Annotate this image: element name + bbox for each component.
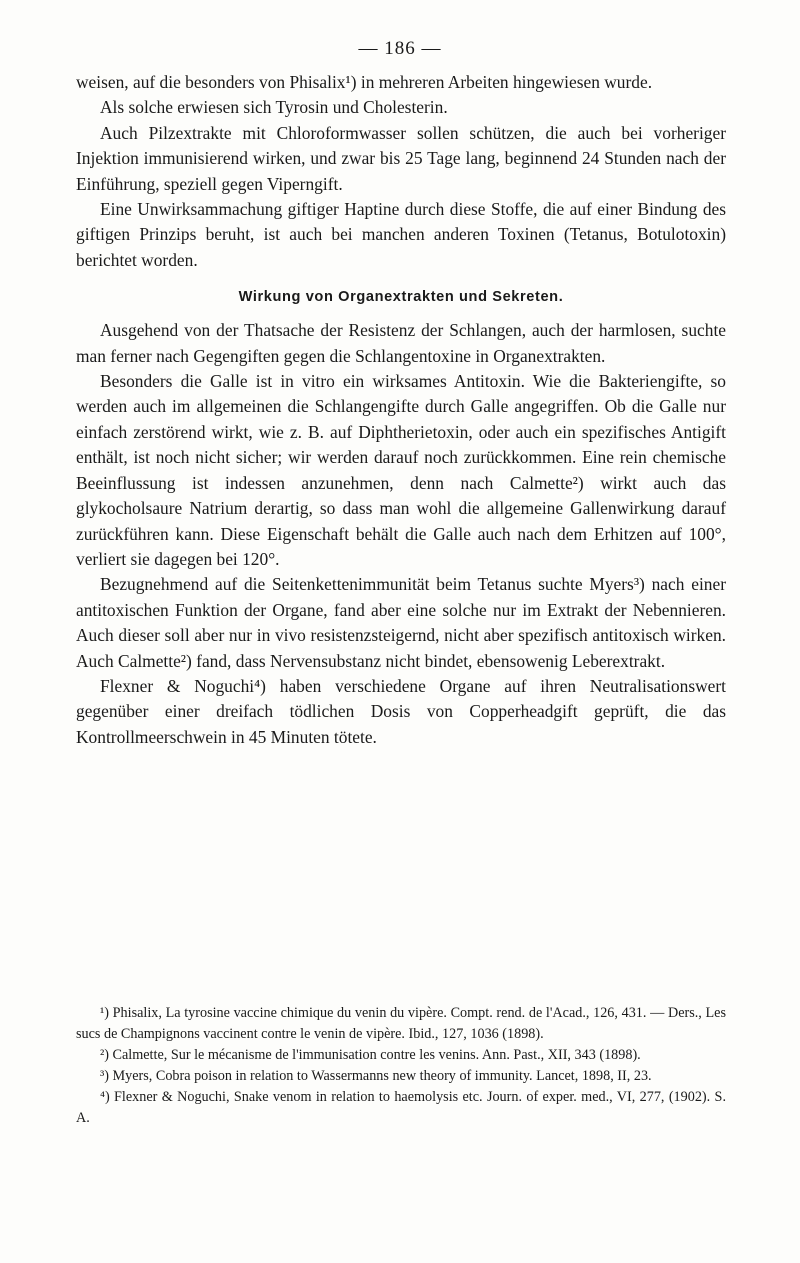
footnote: ²) Calmette, Sur le mécanisme de l'immunisation contre les venins. Ann. Past., XII, 343 (1898). [100,1047,641,1063]
paragraph: weisen, auf die besonders von Phisalix¹) in mehreren Arbeiten hingewiesen wurde. [76,72,653,92]
main-text [76,70,726,750]
footnotes [76,1003,726,1129]
paragraph: Auch Pilzextrakte mit Chloroformwasser sollen schützen, die auch bei vorheriger Injektion immunisierend wirken, und zwar bis 25 Tage lang, beginnend 24 Stunden nach der Einführung, speziell gegen Viperngift. [76,122,726,194]
paragraph: Flexner & Noguchi⁴) haben verschiedene Organe auf ihren Neutralisationswert gegenüber einer dreifach tödlichen Dosis von Copperheadgift geprüft, die das Kontrollmeerschwein in 45 Minuten tötete. [76,675,726,747]
paragraph: Eine Unwirksammachung giftiger Haptine durch diese Stoffe, die auf einer Bindung des giftigen Prinzips beruht, ist auch bei manchen anderen Toxinen (Tetanus, Botulotoxin) berichtet worden. [76,199,726,270]
paragraph: Als solche erwiesen sich Tyrosin und Cholesterin. [100,97,448,118]
footnote: ³) Myers, Cobra poison in relation to Wassermanns new theory of immunity. Lancet, 1898, II, 23. [100,1068,652,1084]
paragraph: Bezugnehmend auf die Seitenkettenimmunität beim Tetanus suchte Myers³) nach einer antitoxischen Funktion der Organe, fand aber eine solche nur im Extrakt der Nebennieren. Auch dieser soll aber nur in vivo resistenzsteigernd, nicht aber spezifisch antitoxisch wirken. Auch Calmette²) fand, dass Nervensubstanz nicht bindet, ebensowenig Leberextrakt. [76,574,726,671]
footnote: ⁴) Flexner & Noguchi, Snake venom in relation to haemolysis etc. Journ. of exper. med., VI, 277, (1902). S. A. [76,1089,726,1126]
section-heading: Wirkung von Organextrakten und Sekreten. [238,289,564,306]
paragraph: Ausgehend von der Thatsache der Resistenz der Schlangen, auch der harmlosen, suchte man ferner nach Gegengiften gegen die Schlangentoxine in Organextrakten. [76,320,726,366]
footnote: ¹) Phisalix, La tyrosine vaccine chimique du venin du vipère. Compt. rend. de l'Acad., 126, 431. — Ders., Les sucs de Champignons vaccinent contre le venin de vipère. Ibid., 127, 1036 (1898). [76,1005,726,1042]
paragraph: Besonders die Galle ist in vitro ein wirksames Antitoxin. Wie die Bakteriengifte, so werden auch im allgemeinen die Schlangengifte durch Galle angegriffen. Ob die Galle nur einfach zerstörend wirkt, wie z. B. auf Diphtherietoxin, oder auch ein spezifisches Antigift enthält, ist noch nicht sicher; wir werden darauf noch zurückkommen. Eine rein chemische Beeinflussung ist indessen anzunehmen, denn nach Calmette²) wirkt auch das glykocholsaure Natrium derartig, so dass man wohl die allgemeine Gallenwirkung darauf zurückführen kann. Diese Eigenschaft behält die Galle auch nach dem Erhitzen auf 100°, verliert sie dagegen bei 120°. [76,371,726,569]
page-number: — 186 — [358,38,442,59]
